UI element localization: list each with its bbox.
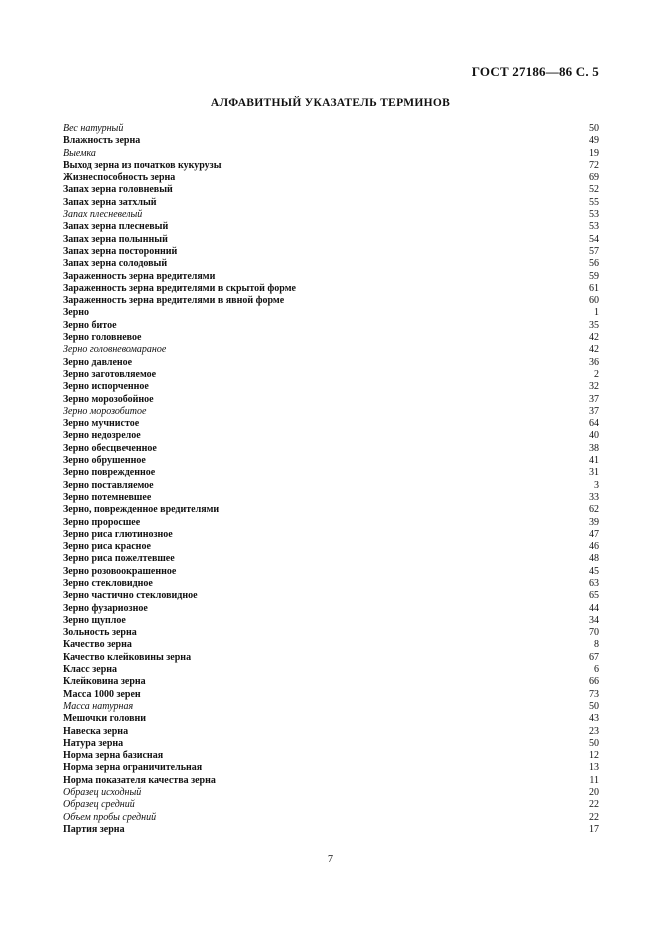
index-entry — [63, 504, 599, 516]
index-entry-page: 44 — [589, 602, 599, 614]
index-entry-page: 42 — [589, 332, 599, 344]
index-entry-page: 49 — [589, 135, 599, 147]
index-entry-term: Зерно морозобитое — [63, 405, 147, 417]
index-entry — [63, 197, 599, 209]
index-entry — [63, 467, 599, 479]
index-entry — [63, 394, 599, 406]
index-entry-term: Зерно мучнистое — [63, 418, 140, 430]
index-entry-page: 43 — [589, 713, 599, 725]
index-entry-page: 61 — [589, 282, 599, 294]
index-entry-term: Зерно щуплое — [63, 614, 126, 626]
index-entry-page: 48 — [589, 553, 599, 565]
index-entry-term: Выемка — [63, 147, 96, 159]
index-entry — [63, 480, 599, 492]
index-entry-page: 42 — [589, 344, 599, 356]
index-entry-term: Влажность зерна — [63, 135, 141, 147]
index-entry-page: 33 — [589, 491, 599, 503]
index-entry-term: Натура зерна — [63, 737, 124, 749]
index-entry-page: 36 — [589, 356, 599, 368]
index-entry-term: Норма показателя качества зерна — [63, 774, 216, 786]
index-entry-page: 50 — [589, 123, 599, 134]
index-entry-term: Зерно потемневшее — [63, 491, 152, 503]
index-entry-page: 40 — [589, 430, 599, 442]
index-entry — [63, 148, 599, 160]
index-entry-term: Зерно частично стекловидное — [63, 590, 198, 602]
index-entry-page: 72 — [589, 159, 599, 171]
index-entry-term: Запах зерна головневый — [63, 184, 173, 196]
index-entry-page: 56 — [589, 258, 599, 270]
index-entry-term: Качество зерна — [63, 639, 132, 651]
index-entry-page: 73 — [589, 688, 599, 700]
index-entry — [63, 615, 599, 627]
index-entry-term: Зерно обесцвеченное — [63, 442, 157, 454]
index-entry-term: Зерно риса глютинозное — [63, 528, 173, 540]
index-entry-page: 35 — [589, 319, 599, 331]
index-entry-term: Зерно битое — [63, 319, 117, 331]
index-entry-term: Выход зерна из початков кукурузы — [63, 159, 222, 171]
document-code-header: ГОСТ 27186—86 С. 5 — [471, 64, 599, 79]
index-entry — [63, 234, 599, 246]
index-entry-term: Зерно проросшее — [63, 516, 141, 528]
index-entry-page: 47 — [589, 528, 599, 540]
index-entry-page: 52 — [589, 184, 599, 196]
index-entry-term: Норма зерна базисная — [63, 750, 164, 762]
index-entry-term: Зараженность зерна вредителями — [63, 270, 216, 282]
index-entry — [63, 676, 599, 688]
index-entry — [63, 443, 599, 455]
index-entry-term: Класс зерна — [63, 664, 118, 676]
index-entry — [63, 430, 599, 442]
index-entry-term: Зерно фузариозное — [63, 602, 148, 614]
index-entry-term: Зерно морозобойное — [63, 393, 154, 405]
index-entry — [63, 652, 599, 664]
index-entry-page: 64 — [589, 418, 599, 430]
index-entry — [63, 738, 599, 750]
index-entry-term: Зерно стекловидное — [63, 577, 153, 589]
index-entry — [63, 320, 599, 332]
index-entry-term: Масса 1000 зерен — [63, 688, 141, 700]
index-entry — [63, 775, 599, 787]
index-entry-page: 12 — [589, 750, 599, 762]
index-entry — [63, 603, 599, 615]
index-entry-page: 66 — [589, 676, 599, 688]
index-entry — [63, 492, 599, 504]
index-entry-page: 46 — [589, 541, 599, 553]
index-entry-term: Запах зерна плесневый — [63, 221, 169, 233]
index-entry — [63, 762, 599, 774]
index-entry-term: Клейковина зерна — [63, 676, 146, 688]
index-entry-term: Зерно недозрелое — [63, 430, 141, 442]
index-entry — [63, 639, 599, 651]
index-title: АЛФАВИТНЫЙ УКАЗАТЕЛЬ ТЕРМИНОВ — [210, 97, 451, 109]
index-entry-term: Запах зерна полынный — [63, 233, 168, 245]
index-entry-term: Зерно головневомараное — [63, 344, 167, 356]
index-entry-term: Навеска зерна — [63, 725, 129, 737]
index-entry — [63, 553, 599, 565]
index-entry-page: 13 — [589, 762, 599, 774]
index-entry-term: Запах зерна посторонний — [63, 245, 178, 257]
index-entry-term: Зерно риса красное — [63, 541, 151, 553]
index-entry-page: 57 — [589, 245, 599, 257]
index-entry-term: Объем пробы средний — [63, 811, 157, 823]
index-entry-term: Зерно давленое — [63, 356, 133, 368]
index-entry — [63, 799, 599, 811]
index-entry-term: Зараженность зерна вредителями в скрытой форме — [63, 282, 296, 294]
index-entry-page: 63 — [589, 577, 599, 589]
index-entry-page: 22 — [589, 799, 599, 811]
index-entry — [63, 750, 599, 762]
index-entry — [63, 627, 599, 639]
index-entry-term: Зерно розовоокрашенное — [63, 565, 177, 577]
index-entry-term: Качество клейковины зерна — [63, 651, 192, 663]
index-entry — [63, 713, 599, 725]
index-entry — [63, 221, 599, 233]
index-entry-term: Норма зерна ограничительная — [63, 762, 203, 774]
index-entry-page: 37 — [589, 405, 599, 417]
index-entry-page: 69 — [589, 172, 599, 184]
index-entry-page: 19 — [589, 147, 599, 159]
index-entry-page: 50 — [589, 700, 599, 712]
index-entry-page: 20 — [589, 787, 599, 799]
index-entry — [63, 689, 599, 701]
index-entry-term: Жизнеспособность зерна — [63, 172, 176, 184]
index-entry-term: Запах зерна солодовый — [63, 258, 168, 270]
index-entry — [63, 307, 599, 319]
index-entry-page: 22 — [589, 811, 599, 823]
index-entry-term: Вес натурный — [63, 123, 124, 134]
index-entry-page: 62 — [589, 504, 599, 516]
index-entry-term: Зерно поставляемое — [63, 479, 154, 491]
index-entry-term: Мешочки головни — [63, 713, 147, 725]
index-entry-page: 45 — [589, 565, 599, 577]
index-entry — [63, 209, 599, 221]
index-entry — [63, 726, 599, 738]
index-entry — [63, 332, 599, 344]
index-entry — [63, 271, 599, 283]
index-entry-page: 70 — [589, 627, 599, 639]
index-entry — [63, 160, 599, 172]
index-entry — [63, 812, 599, 824]
index-entry-page: 2 — [594, 368, 599, 380]
index-entry-term: Масса натурная — [63, 700, 134, 712]
index-entry-term: Партия зерна — [63, 823, 125, 835]
index-entry-page: 8 — [594, 639, 599, 651]
index-entry-page: 50 — [589, 737, 599, 749]
index-entry — [63, 824, 599, 836]
index-entry-page: 65 — [589, 590, 599, 602]
index-entry — [63, 344, 599, 356]
index-entry — [63, 529, 599, 541]
index-entry-page: 32 — [589, 381, 599, 393]
index-entry-term: Запах зерна затхлый — [63, 196, 157, 208]
index-entry-page: 23 — [589, 725, 599, 737]
index-entry — [63, 283, 599, 295]
index-entry — [63, 541, 599, 553]
index-entry-page: 17 — [589, 823, 599, 835]
index-entry-term: Зерно обрушенное — [63, 455, 146, 467]
index-entry-page: 34 — [589, 614, 599, 626]
index-entry-page: 59 — [589, 270, 599, 282]
index-entry — [63, 295, 599, 307]
index-entry-term: Зерно, поврежденное вредителями — [63, 504, 220, 516]
index-entry-term: Образец средний — [63, 799, 135, 811]
index-entry — [63, 246, 599, 258]
index-entry — [63, 787, 599, 799]
index-entry-page: 53 — [589, 209, 599, 221]
page-number: 7 — [328, 854, 333, 865]
index-entry — [63, 406, 599, 418]
index-entry — [63, 517, 599, 529]
index-entry-term: Зараженность зерна вредителями в явной форме — [63, 295, 285, 307]
index-entry — [63, 184, 599, 196]
index-entry-page: 37 — [589, 393, 599, 405]
index-entry-term: Зерно заготовляемое — [63, 368, 157, 380]
index-entry — [63, 578, 599, 590]
term-index-list — [63, 123, 599, 836]
index-entry-page: 39 — [589, 516, 599, 528]
index-entry-term: Зерно — [63, 307, 90, 319]
index-entry-page: 60 — [589, 295, 599, 307]
index-entry-term: Запах плесневелый — [63, 209, 143, 221]
index-entry-page: 67 — [589, 651, 599, 663]
index-entry-page: 54 — [589, 233, 599, 245]
index-entry — [63, 590, 599, 602]
index-entry-page: 6 — [594, 664, 599, 676]
index-entry — [63, 172, 599, 184]
index-entry-term: Зерно поврежденное — [63, 467, 156, 479]
index-entry-term: Зерно головневое — [63, 332, 142, 344]
index-entry-page: 38 — [589, 442, 599, 454]
index-entry — [63, 455, 599, 467]
index-entry — [63, 135, 599, 147]
index-entry — [63, 418, 599, 430]
index-entry — [63, 701, 599, 713]
index-entry — [63, 258, 599, 270]
index-entry — [63, 369, 599, 381]
index-entry-page: 31 — [589, 467, 599, 479]
index-entry-term: Образец исходный — [63, 787, 142, 799]
index-entry-term: Зольность зерна — [63, 627, 137, 639]
index-entry-page: 41 — [589, 455, 599, 467]
index-entry — [63, 566, 599, 578]
index-entry-page: 53 — [589, 221, 599, 233]
index-entry — [63, 381, 599, 393]
index-entry-page: 3 — [594, 479, 599, 491]
index-entry-term: Зерно испорченное — [63, 381, 149, 393]
index-entry — [63, 123, 599, 135]
index-entry — [63, 357, 599, 369]
index-entry-page: 11 — [589, 774, 599, 786]
index-entry-term: Зерно риса пожелтевшее — [63, 553, 175, 565]
index-entry-page: 55 — [589, 196, 599, 208]
index-entry-page: 1 — [594, 307, 599, 319]
index-entry — [63, 664, 599, 676]
